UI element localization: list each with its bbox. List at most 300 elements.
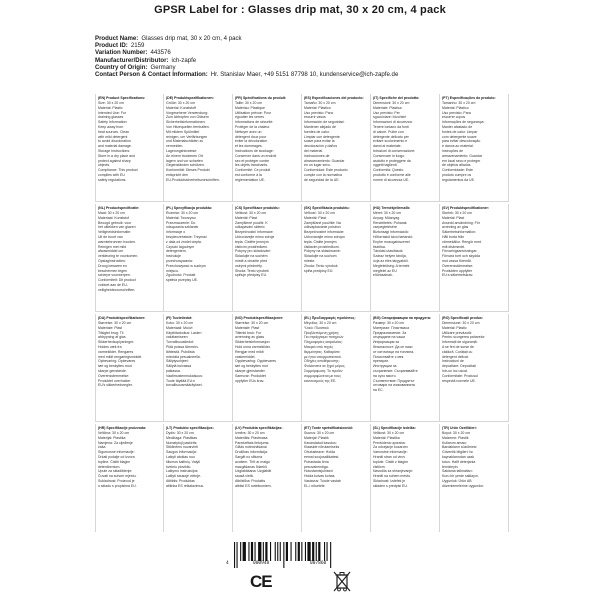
spec-cell-line: deterdžentom.: [98, 464, 121, 469]
spec-cell-line: Laikymo instrukcijos:: [166, 469, 199, 474]
spec-cell: [164, 94, 233, 202]
spec-cell-line: en un lugar seco.: [304, 163, 331, 168]
spec-cell-line: respectă normele UE.: [442, 378, 476, 383]
barcode: [232, 542, 364, 568]
spec-cell-line: čistilom.: [373, 464, 386, 469]
spec-cell-line: Rozmiar: 30 x 20 cm: [166, 211, 199, 215]
spec-cell-line: pesuvahendiga.: [304, 464, 329, 469]
spec-cell-line: suave para evitar la: [304, 139, 335, 144]
spec-cell-line: Material: Plástico: [442, 105, 469, 110]
spec-cell-line: entspricht den: [166, 172, 188, 177]
spec-cell-line: Uso previsto: Para: [304, 110, 333, 115]
spec-cell-line: valuttamiseen: [166, 335, 188, 340]
spec-cell-line: Anyag: Műanyag: [373, 215, 400, 220]
spec-cell-heading: (SV) Produktspecifikationer:: [442, 206, 490, 210]
spec-cell-line: Инструкции за: [373, 364, 397, 369]
spec-cell-line: Utilisation prévue: Pour: [235, 110, 272, 115]
spec-cell-line: Informații de siguranță:: [442, 340, 478, 345]
spec-cell-line: lähteistä. Puhdista: [166, 349, 195, 354]
spec-cell-line: Sigurnosne informacije:: [98, 450, 135, 455]
spec-cell-line: düzenlemelerine uygundur.: [442, 483, 485, 488]
spec-cell-line: Hoiustamisjuhised:: [304, 469, 334, 474]
spec-cell-line: avotiem. Tīrīt ar maigu: [235, 459, 270, 464]
spec-cell-line: на сухо място.: [373, 373, 397, 378]
spec-cell-line: An einem trockenen Ort: [166, 153, 203, 158]
ce-mark: CE: [250, 572, 272, 591]
spec-cell-line: Conservare in luogo: [373, 153, 405, 158]
spec-cell-heading: (TR) Ürün Özellikleri:: [442, 426, 477, 430]
spec-cell-line: Store in a dry place and: [98, 153, 135, 158]
spec-cell-line: Držati podalje od izvora: [98, 454, 135, 459]
spec-cell-line: und Materialschäden zu: [166, 139, 204, 144]
spec-cell-line: Istruzioni di conservazione:: [373, 148, 416, 153]
spec-cell-line: to avoid discoloration: [98, 139, 131, 144]
spec-cell: [440, 204, 509, 312]
spec-cell-line: and material damage.: [98, 144, 132, 149]
spec-cell-line: безопасност: Да се пази: [373, 344, 413, 349]
spec-cell-line: Materiāls: Plastmasa: [235, 435, 268, 440]
spec-cell-line: Skladujte na suchém: [235, 254, 268, 259]
spec-cell-line: Informacje o: [166, 230, 186, 235]
spec-cell-line: vermeiden.: [166, 144, 184, 149]
info-label: Product Name:: [95, 35, 139, 42]
spec-cell-line: de objetos afiados.: [442, 163, 472, 168]
spec-cell-line: réglementation UE.: [235, 177, 265, 182]
spec-cell-line: evitare scolorimento e: [373, 139, 408, 144]
spec-cell-line: ostrými předměty.: [235, 263, 263, 268]
barcode-digit-left: 4: [226, 561, 229, 566]
spec-cell-line: με ήπιο απορρυπαντικό.: [304, 354, 342, 359]
barcode-bar: [316, 542, 317, 561]
spec-cell-line: tutun. Hafif deterjanla: [442, 459, 476, 464]
spec-cell-line: místě a chraňte před: [235, 258, 268, 263]
spec-cell-line: tørt og beskyttes mod: [98, 364, 132, 369]
spec-cell-line: Størrelse: 30 x 20 cm: [235, 321, 269, 325]
spec-cell-line: Förvaringsanvisningar:: [442, 249, 478, 254]
spec-cell-line: Hoida kuivas kohas.: [304, 474, 336, 479]
spec-cell-line: Συμμόρφωση: Το προϊόν: [304, 368, 343, 373]
spec-cell-line: et les dommages.: [235, 144, 263, 149]
spec-cell-line: Uchovávejte mimo zdroje: [235, 234, 275, 239]
spec-cell-line: Φυλάσσετε σε ξηρό μέρος.: [304, 364, 346, 369]
spec-cell: [164, 204, 233, 312]
spec-cell-line: Υλικό: Πλαστικό: [304, 325, 329, 330]
row-divider: [95, 421, 509, 422]
spec-cell-line: Sikkerhetsinformasjon:: [235, 340, 271, 345]
spec-cell-line: Materiale: Plastica: [373, 105, 402, 110]
spec-cell-line: les objets tranchants.: [235, 163, 269, 168]
spec-cell: [164, 314, 233, 422]
spec-cell-line: odsączania szklanek: [166, 225, 199, 230]
spec-cell-line: skarpe gjenstander.: [235, 368, 266, 373]
spec-cell-line: EL-i nõuetele.: [304, 483, 326, 488]
spec-cell-line: θερμότητας. Καθαρίστε: [304, 349, 340, 354]
spec-cell-line: safety regulations.: [98, 177, 127, 182]
spec-cell-line: sausā vietā.: [235, 474, 254, 479]
spec-cell-line: Käyttötarkoitus: Lasien: [166, 330, 202, 335]
spec-cell-line: Veiligheidsinformatie:: [98, 230, 132, 235]
spec-cell-heading: (DE) Produktspezifikationen:: [166, 96, 214, 100]
spec-cell: [440, 94, 509, 202]
spec-cell-line: värmekällor. Rengör med: [442, 239, 482, 244]
spec-cell-line: Materjal: Plastik: [304, 435, 329, 440]
spec-cell-line: Saklama talimatları:: [442, 469, 473, 474]
barcode-bar: [248, 542, 249, 561]
spec-cell-line: Kullanım amacı:: [442, 440, 468, 445]
spec-cell-line: Vaatimustenmukaisuus:: [166, 373, 203, 378]
spec-cell-line: paikassa.: [166, 368, 181, 373]
spec-cell-line: Material: Kunststoff: [166, 105, 196, 110]
spec-cell-line: Samsvar: Produktet: [235, 373, 266, 378]
spec-cell-line: Για στράγγισμα ποτηριών: [304, 335, 344, 340]
spec-cell-heading: (PT) Especificações do produto:: [442, 96, 496, 100]
spec-cell-line: skladen s predpisi EU.: [373, 483, 408, 488]
spec-cell-line: przechowywania:: [166, 258, 193, 263]
spec-cell-line: Överensstämmelse:: [442, 263, 474, 268]
spec-cell-line: bezpieczeństwie: Trzymać: [166, 234, 207, 239]
spec-cell: [371, 314, 440, 422]
spec-cell-heading: (NL) Productspecificatie:: [98, 206, 140, 210]
spec-cell-line: Száraz helyen tárolja,: [373, 254, 407, 259]
spec-cell-line: šilumos šaltinių. Valyti: [166, 459, 200, 464]
spec-cell-line: Conformité: Ce produit: [235, 168, 271, 173]
spec-cell-line: de seguridad de la UE.: [304, 177, 340, 182]
spec-cell-line: Megfelelőség: A termék: [373, 263, 410, 268]
spec-cell-line: Oppbevaring: Oppbevares: [235, 359, 277, 364]
spec-cell-line: Saugos informacija:: [166, 450, 197, 455]
spec-cell-line: Zhoda: Tento výrobok: [304, 263, 338, 268]
crossed-out-bin-icon: [331, 570, 353, 594]
spec-cell-line: reinigen, um Verfärbungen: [166, 134, 208, 139]
spec-cell-line: Tiltenkt bruk: For: [235, 330, 262, 335]
spec-cell-line: splňuje předpisy EU.: [235, 273, 268, 278]
spec-cell-line: Güvenlik bilgileri: Isı: [442, 450, 474, 455]
spec-cell-line: švelniu plovikliu.: [166, 464, 192, 469]
spec-cell-line: com detergente suave: [442, 134, 477, 139]
spec-cell-line: Förvara torrt och skydda: [442, 254, 480, 259]
spec-cell-line: Opslaginstructies:: [98, 258, 126, 263]
spec-cell-line: spĺňa predpisy EÚ.: [304, 268, 334, 273]
spec-cell-line: tepla. Čistěte jemným: [235, 239, 269, 244]
spec-cell-line: detergentem.: [166, 249, 187, 254]
spec-cell-line: Veľkosť: 30 x 20 cm: [304, 211, 335, 215]
spec-cell-line: Avsedd användning: För: [442, 220, 480, 225]
spec-cell-line: miejscu.: [166, 268, 179, 273]
spec-cell-line: Przechowywać w suchym: [166, 263, 206, 268]
spec-cell-line: protect against sharp: [98, 158, 131, 163]
spec-cell-line: Hőforrástól távol tartandó.: [373, 234, 414, 239]
spec-cell-line: odkapávání sklenic: [235, 225, 265, 230]
spec-cell-line: Reinigen met mild: [98, 244, 127, 249]
barcode-bar: [283, 542, 284, 568]
spec-cell-line: препарат.: [373, 359, 389, 364]
spec-cell-line: with mild detergent: [98, 134, 128, 139]
spec-cell-line: Instructions de stockage:: [235, 148, 274, 153]
spec-cell-line: fontes de calor. Limpar: [442, 129, 478, 134]
spec-cell: [233, 94, 302, 202]
spec-cell-heading: (FR) Spécifications du produit:: [235, 96, 287, 100]
spec-cell-line: Materiale: Plast: [98, 325, 123, 330]
spec-cell-line: Størrelse: 30 x 20 cm: [98, 321, 132, 325]
spec-cell-line: Informazioni di sicurezza:: [373, 120, 413, 125]
spec-cell-line: Materiál: Plast: [304, 215, 327, 220]
spec-cell-line: Przeznaczenie: Do: [166, 220, 196, 225]
spec-cell-line: előírásainak.: [373, 273, 393, 278]
barcode-bar: [237, 542, 238, 568]
barcode-bar: [251, 542, 253, 561]
spec-cell-line: Säkerhetsinformation:: [442, 230, 477, 235]
spec-cell-line: Informations de sécurité:: [235, 120, 274, 125]
spec-cell-line: beschermen tegen: [98, 268, 127, 273]
spec-cell-line: Hraniti na suhem mestu.: [373, 474, 411, 479]
spec-cell-line: Materiaal: Kunststof: [98, 215, 129, 220]
spec-cell-line: Conformità: Questo: [373, 168, 404, 173]
spec-cell-line: Bezpečnostné informácie:: [304, 230, 345, 235]
spec-cell-line: Pidä poissa lämmön-: [166, 344, 199, 349]
barcode-bar: [295, 542, 296, 561]
spec-cell-line: em local seco e proteger: [442, 158, 481, 163]
spec-cell-line: Säilytysohjeet:: [166, 359, 189, 364]
spec-cell-line: est conforme à la: [235, 172, 262, 177]
spec-cell: [164, 424, 233, 532]
spec-cell-heading: (SK) Špecifikácia produktu:: [304, 206, 350, 210]
spec-cell-line: Von Hitzequellen fernhalten.: [166, 124, 210, 129]
spec-cell-line: čisticím prostředkem.: [235, 244, 269, 249]
spec-cell-line: Предназначение: За: [373, 330, 407, 335]
spec-cell-line: topline. Čistiti blagim: [98, 459, 131, 464]
spec-cell-line: Atbilstība: Produkts: [235, 478, 266, 483]
barcode-bar: [263, 542, 264, 561]
spec-cell-line: Material: Plast: [442, 215, 465, 220]
spec-cell-line: EU:s säkerhetskrav.: [442, 273, 474, 278]
info-label: Country of Origin:: [95, 63, 148, 71]
barcode-bar: [327, 542, 328, 561]
spec-cell-line: Tenere lontano da fonti: [373, 124, 409, 129]
spec-cell-line: Mit mildem Spülmittel: [166, 129, 200, 134]
spec-cell-line: kaynaklarından uzak: [442, 454, 475, 459]
spec-cell-heading: (ET) Toote spetsifikatsioonid:: [304, 426, 353, 430]
spec-cell-line: prodotto è conforme alle: [373, 172, 411, 177]
spec-cell-line: Uit de buurt van: [98, 234, 123, 239]
spec-cell-line: Holdes væk fra: [98, 344, 122, 349]
spec-cell-line: Kuru bir yerde saklayın.: [442, 474, 479, 479]
spec-cell-line: fuentes de calor.: [304, 129, 330, 134]
info-value: Glasses drip mat, 30 x 20 cm, 4 pack: [141, 35, 242, 42]
spec-cell-line: afdrypning af glas: [98, 335, 126, 340]
barcode-digits-right: 007860: [310, 561, 327, 566]
spec-cell-line: u skladu s propisima EU.: [98, 483, 137, 488]
spec-cell-line: Material: Plastika: [373, 435, 400, 440]
spec-cell-heading: (LT) Produkto specifikacijos:: [166, 426, 214, 430]
spec-cell-line: Kavandatud kasutus:: [304, 440, 337, 445]
barcode-bar: [286, 542, 288, 561]
spec-cell-line: Material: Plastic: [98, 105, 123, 110]
spec-cell-line: atbilst ES noteikumiem.: [235, 483, 272, 488]
barcode-bar: [275, 542, 276, 561]
spec-cell-line: Uso previsto: Per: [373, 110, 400, 115]
spec-cell-line: Rengjør med mildt: [235, 349, 264, 354]
spec-cell-line: veiligheidsvoorschriften.: [98, 287, 136, 292]
spec-cell-line: Sicherheitsinformationen:: [166, 120, 206, 125]
spec-cell-line: escorrer copos: [442, 115, 466, 120]
spec-cell-line: EU's sikkerhedsregler.: [98, 383, 133, 388]
spec-cell-line: čaša: [98, 445, 106, 450]
spec-cell-line: Conformidad: Este producto: [304, 168, 348, 173]
spec-cell-line: Medžiaga: Plastikas: [166, 435, 198, 440]
spec-cell-line: Utilizare prevăzută:: [442, 330, 472, 335]
spec-cell-line: съхранение: Съхранявайте: [373, 368, 418, 373]
spec-cell-line: het uitlekken van glazen: [98, 225, 136, 230]
info-value: ich-zapfe: [171, 56, 197, 64]
spec-cell-line: decoloración y daños: [304, 144, 338, 149]
spec-cell-line: eemal soojusallikatest.: [304, 454, 340, 459]
spec-cell-line: Zum Abtropfen von Gläsern: [166, 115, 209, 120]
spec-cell-line: într-un loc uscat.: [442, 368, 468, 373]
spec-cell-line: κανονισμούς της ΕΕ.: [304, 378, 337, 383]
spec-cell-line: Hraniti stran od virov: [373, 454, 406, 459]
spec-cell-line: Materiál: Plast: [235, 215, 258, 220]
spec-cell-heading: (ES) Especificaciones del producto:: [304, 96, 364, 100]
spec-cell-line: sec et protéger contre: [235, 158, 270, 163]
spec-cell-line: Overensstemmelse:: [98, 373, 130, 378]
spec-cell-line: miedolla pesuaineella.: [166, 354, 201, 359]
info-row-variation-number: [95, 49, 535, 56]
spec-cell-line: căldură. Curățați cu: [442, 349, 473, 354]
spec-cell: [302, 424, 371, 532]
spec-cell-line: scherpe voorwerpen.: [98, 273, 131, 278]
info-value: Hr. Stanislav Maer, +49 5151 87798 10, kundenservice@ich-zapfe.de: [210, 71, 399, 79]
spec-grid: [95, 94, 509, 534]
spec-cell-line: Información de seguridad:: [304, 120, 345, 125]
spec-cell-line: Tamaño: 30 x 20 cm: [304, 101, 336, 105]
spec-cell-line: med mildt rengøringsmiddel.: [98, 354, 143, 359]
spec-cell-heading: (CS) Specifikace produktu:: [235, 206, 280, 210]
spec-cell: [233, 204, 302, 312]
spec-cell-line: complies with EU: [98, 172, 125, 177]
spec-cell-line: на ЕС.: [373, 388, 384, 393]
spec-cell-line: Stiklinėms nuvarvinti: [166, 445, 198, 450]
product-info-block: [95, 35, 535, 78]
barcode-bar: [280, 542, 281, 561]
spec-cell-line: armazenamento: Guardar: [442, 153, 483, 158]
info-value: 2159: [130, 42, 145, 50]
spec-cell-line: Shoda: Tento výrobek: [235, 268, 269, 273]
spec-cell-line: Materijal: Plastika: [98, 435, 126, 440]
spec-cell-line: Информация за: [373, 340, 399, 345]
barcode-digits-middle: 000948: [253, 561, 270, 566]
spec-cell-line: Nettoyer avec un: [235, 129, 262, 134]
spec-cell: [371, 94, 440, 202]
spec-cell-line: Mantener alejado de: [304, 124, 336, 129]
spec-cell-line: Atitiktis: Produktas: [166, 478, 195, 483]
spec-cell-line: tisztítsa.: [373, 244, 386, 249]
spec-cell-line: Conserver dans un endroit: [235, 153, 277, 158]
barcode-bar: [312, 542, 314, 561]
spec-cell-line: Μέγεθος: 30 x 20 cm: [304, 321, 337, 325]
spec-cell-line: Puhastada õrna: [304, 459, 329, 464]
spec-cell-line: Materiał: Tworzywo: [166, 215, 196, 220]
spec-cell-line: Tamanho: 30 x 20 cm: [442, 101, 476, 105]
spec-cell: [302, 314, 371, 422]
spec-cell-line: skarpe genstande.: [98, 368, 127, 373]
spec-cell-line: Taille: 30 x 20 cm: [235, 101, 263, 105]
info-row-product-id: [95, 42, 535, 49]
spec-cell-line: Съответствие: Продуктът: [373, 378, 415, 383]
spec-cell-line: Почиствайте с мек: [373, 354, 404, 359]
spec-cell-line: Suurus: 30 x 20 cm: [304, 431, 335, 435]
spec-cell-line: Sargāt no siltuma: [235, 454, 263, 459]
spec-cell-line: csepegtetésére: [373, 225, 397, 230]
spec-cell-line: Enyhe mosogatószerrel: [373, 239, 410, 244]
spec-cell-line: megfelel az EU: [373, 268, 397, 273]
spec-cell-line: отцеждане на чаши: [373, 335, 405, 340]
barcode-bar: [258, 542, 261, 561]
barcode-bar: [318, 542, 320, 561]
spec-cell-line: Dimensiune: 30 x 20 cm: [442, 321, 480, 325]
spec-cell-line: Size: 30 x 20 cm: [98, 101, 124, 105]
spec-cell-line: Gegenständen schützen.: [166, 163, 205, 168]
spec-cell-line: Za odcejanje kozarcev: [373, 445, 409, 450]
spec-cell-line: z dala od źródeł ciepła.: [166, 239, 202, 244]
info-row-product-name: [95, 35, 535, 42]
spec-cell-line: turvallisuusmääräykset.: [166, 383, 203, 388]
barcode-bar: [291, 542, 292, 561]
spec-cell-line: asciutto e proteggere da: [373, 158, 411, 163]
spec-cell-line: atitinka ES reikalavimus.: [166, 483, 205, 488]
spec-cell-line: mot vassa föremål.: [442, 258, 472, 263]
row-divider: [95, 311, 509, 312]
spec-cell-line: Conformiteit: Dit product: [98, 278, 136, 283]
page-title: GPSR Label for : Glasses drip mat, 30 x 20 cm, 4 pack: [154, 4, 446, 16]
spec-cell-line: sgocciolare i bicchieri: [373, 115, 407, 120]
spec-cell-line: di calore. Pulire con: [373, 129, 404, 134]
spec-cell-line: Zamýšľané použitie: Na: [304, 220, 341, 225]
spec-cell-line: temizleyin.: [442, 464, 459, 469]
spec-cell-heading: (HR) Specifikacije proizvoda:: [98, 426, 147, 430]
spec-cell-line: objects.: [98, 163, 111, 168]
spec-cell-line: Velikost: 30 x 20 cm: [373, 431, 405, 435]
barcode-bar: [277, 542, 278, 561]
spec-cell-line: Dimensioni: 30 x 20 cm: [373, 101, 410, 105]
spec-cell-line: Hold unna varmekilder.: [235, 344, 271, 349]
barcode-bar: [298, 542, 300, 561]
info-label: Manufacturer/Distributor:: [95, 56, 169, 64]
spec-cell-heading: (EN) Product Specifications:: [98, 96, 146, 100]
spec-cell-line: verkleuring te voorkomen.: [98, 254, 139, 259]
spec-cell: [95, 94, 164, 202]
spec-cell-line: Keep away from: [98, 124, 124, 129]
spec-cell-line: draining glasses: [98, 115, 124, 120]
spec-cell-line: produto cumpre os: [442, 172, 472, 177]
spec-cell-line: avrenning av glass: [235, 335, 265, 340]
spec-cell-line: Boyut: 30 x 20 cm: [442, 431, 471, 435]
spec-cell-line: Rendeltetés: Poharak: [373, 220, 407, 225]
spec-cell-line: Matériau: Plastique: [235, 105, 265, 110]
spec-cell-line: Zamýšlené použití: K: [235, 220, 268, 225]
spec-cell-line: Pokyny pro skladování:: [235, 249, 272, 254]
spec-cell-line: heat sources. Clean: [98, 129, 130, 134]
spec-cell-line: Velikost: 30 x 20 cm: [235, 211, 267, 215]
spec-cell-line: detergent delicat.: [442, 354, 469, 359]
spec-cell-heading: (PL) Specyfikacja produktu:: [166, 206, 213, 210]
spec-cell-line: Intended Use: For: [98, 110, 127, 115]
spec-cell-line: Pokyny na skladovanie:: [304, 249, 341, 254]
barcode-bar: [255, 542, 256, 561]
spec-cell-line: Uso previsto: Para: [442, 110, 471, 115]
spec-cell-line: danni al materiale.: [373, 144, 402, 149]
spec-cell-line: Размер: 30 x 20 cm: [373, 321, 405, 325]
spec-cell-line: Safety Information:: [98, 120, 128, 125]
